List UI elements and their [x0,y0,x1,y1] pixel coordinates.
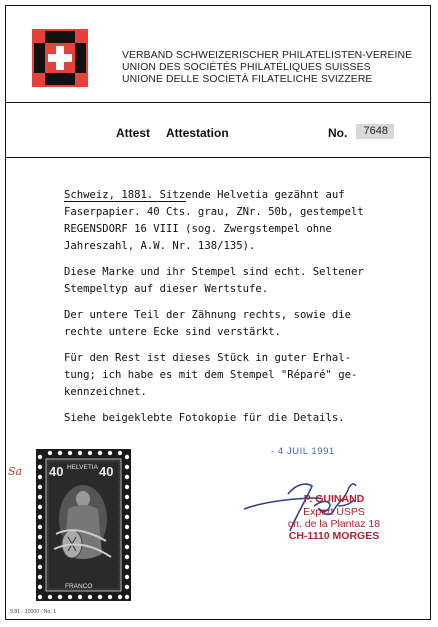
body-line: Für den Rest ist dieses Stück in guter Erhal- [64,352,352,364]
expert-name: P. GUINAND [303,493,365,505]
underline [64,201,186,202]
expert-city: CH-1110 MORGES [288,530,380,542]
body-line: REGENSDORF 16 VIII (sog. Zwergstempel ohne [64,223,332,235]
certificate-number: 7648 [356,124,394,139]
stamp-photocopy [36,449,131,601]
footer-print-code: 9.81 - 10000 - No. 1 [10,609,57,615]
stamp-value-right: 40 [99,464,114,479]
association-logo-icon [32,29,88,87]
body-line: rechte untere Ecke sind verstärkt. [64,326,281,338]
number-label: No. [328,126,348,140]
body-line: Diese Marke und ihr Stempel sind echt. Seltener [64,266,364,278]
body-line: kennzeichnet. [64,386,147,398]
expert-title: Expert USPS [303,506,365,518]
certificate [5,5,431,620]
body-line [64,189,345,201]
attest-label: Attest [116,126,151,140]
scribble-text: Sa [8,465,23,478]
attestation-label: Attestation [166,126,229,140]
stamp-origin: Schweiz, 1881. [64,189,154,201]
body-line: Faserpapier. 40 Cts. grau, ZNr. 50b, gestempelt [64,206,364,218]
stamp-description: Sitzende Helvetia gezähnt auf [153,189,345,201]
org-name-french: UNION DES SOCIÉTÉS PHILATÉLIQUES SUISSES [122,62,371,73]
stamp-top-text: HELVETIA [67,464,98,471]
body-line: Stempeltyp auf dieser Wertstufe. [64,283,269,295]
org-name-german: VERBAND SCHWEIZERISCHER PHILATELISTEN-VEREINE [122,50,413,61]
stamp-value-left: 40 [49,464,64,479]
body-line: Der untere Teil der Zähnung rechts, sowie die [64,309,352,321]
body-line: Jahreszahl, A.W. Nr. 138/135). [64,240,256,252]
title-divider [6,157,430,158]
expert-address: ch. de la Plantaz 18 [287,518,381,530]
date-stamp: - 4 JUIL 1991 [271,446,335,457]
org-name-italian: UNIONE DELLE SOCIETÀ FILATELICHE SVIZZERE [122,74,373,85]
stamp-bottom-text: FRANCO [65,583,93,590]
header-divider [6,102,430,103]
body-line: Siehe beigeklebte Fotokopie für die Details. [64,412,345,424]
body-line: tung; ich habe es mit dem Stempel "Réparé" ge- [64,369,358,381]
